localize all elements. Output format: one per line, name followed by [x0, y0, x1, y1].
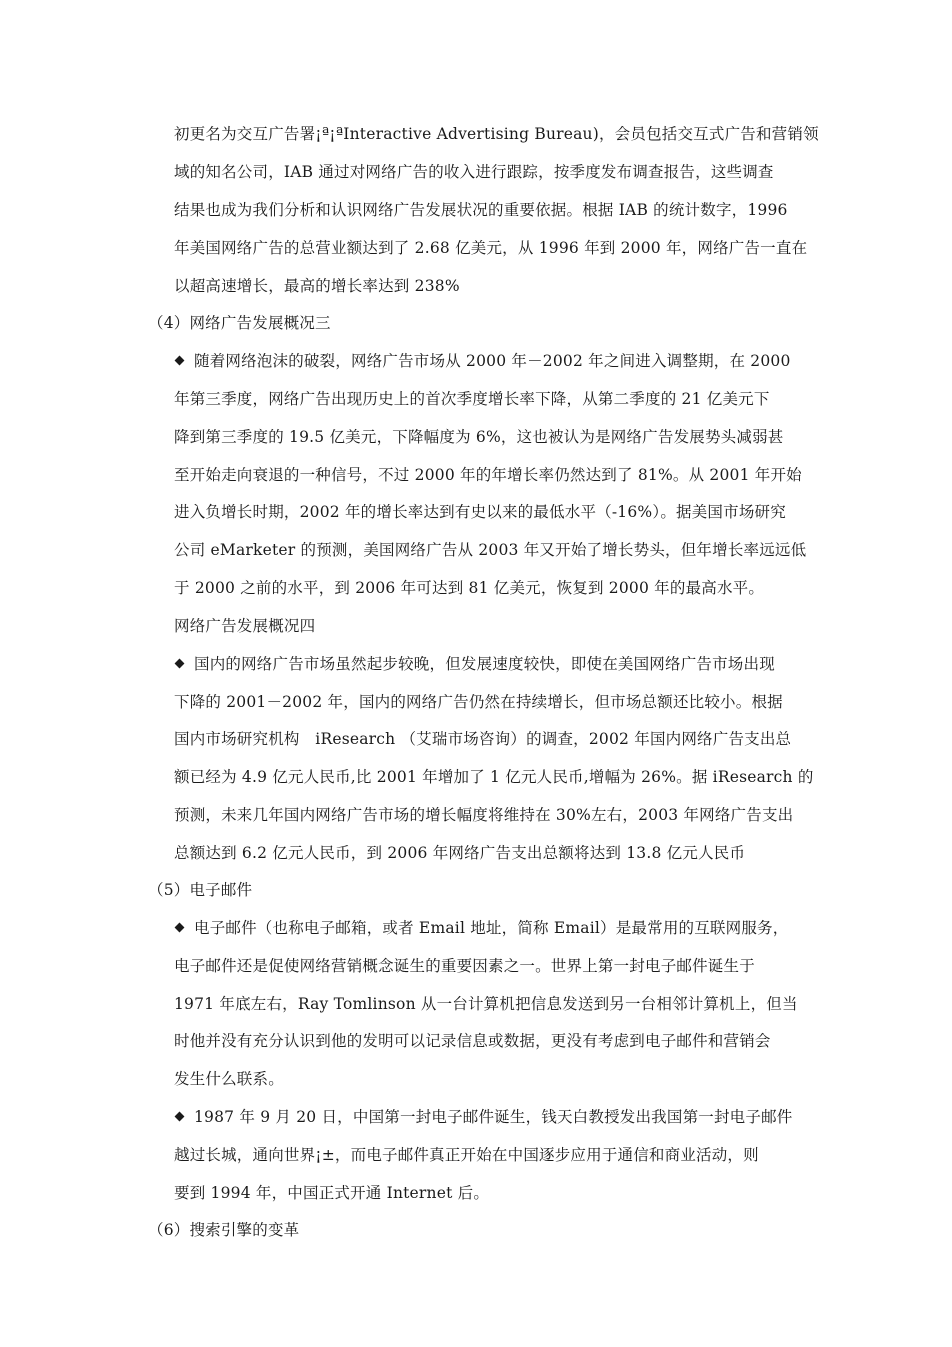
paragraph-line: 下降的 2001－2002 年，国内的网络广告仍然在持续增长，但市场总额还比较小。根据 [174, 693, 783, 711]
section-heading-5: （5）电子邮件 [148, 881, 253, 899]
subheading: 网络广告发展概况四 [174, 617, 316, 635]
paragraph-line: 电子邮件还是促使网络营销概念诞生的重要因素之一。世界上第一封电子邮件诞生于 [174, 957, 755, 975]
paragraph-line: 降到第三季度的 19.5 亿美元，下降幅度为 6%，这也被认为是网络广告发展势头减弱甚 [174, 428, 784, 446]
bullet-text: 1987 年 9 月 20 日，中国第一封电子邮件诞生，钱天白教授发出我国第一封电子邮件 [194, 1108, 793, 1126]
paragraph-line: 国内市场研究机构 iResearch （艾瑞市场咨询）的调查，2002 年国内网络广告支出总 [174, 730, 792, 748]
bullet-line [174, 1107, 792, 1127]
paragraph-line: 发生什么联系。 [174, 1070, 284, 1088]
paragraph-line: 结果也成为我们分析和认识网络广告发展状况的重要依据。根据 IAB 的统计数字，1996 [174, 201, 788, 219]
diamond-bullet-icon [175, 356, 185, 366]
paragraph-line: 至开始走向衰退的一种信号，不过 2000 年的年增长率仍然达到了 81%。从 2001 年开始 [174, 466, 802, 484]
paragraph-line: 总额达到 6.2 亿元人民币，到 2006 年网络广告支出总额将达到 13.8 亿元人民币 [174, 844, 746, 862]
bullet-text: 随着网络泡沫的破裂，网络广告市场从 2000 年－2002 年之间进入调整期，在 2000 [194, 352, 791, 370]
paragraph-line: 公司 eMarketer 的预测，美国网络广告从 2003 年又开始了增长势头，但年增长率远远低 [174, 541, 807, 559]
bullet-text: 国内的网络广告市场虽然起步较晚，但发展速度较快，即使在美国网络广告市场出现 [194, 655, 775, 673]
paragraph-line: 时他并没有充分认识到他的发明可以记录信息或数据，更没有考虑到电子邮件和营销会 [174, 1032, 771, 1050]
paragraph-line: 初更名为交互广告署¡ª¡ªInteractive Advertising Bureau)，会员包括交互式广告和营销领 [174, 125, 819, 143]
paragraph-line: 进入负增长时期，2002 年的增长率达到有史以来的最低水平（-16%）。据美国市场研究 [174, 503, 786, 521]
paragraph-line: 1971 年底左右，Ray Tomlinson 从一台计算机把信息发送到另一台相邻计算机上，但当 [174, 995, 798, 1013]
section-heading-4: （4）网络广告发展概况三 [148, 314, 331, 332]
paragraph-line: 预测，未来几年国内网络广告市场的增长幅度将维持在 30%左右，2003 年网络广告支出 [174, 806, 794, 824]
diamond-bullet-icon [175, 659, 185, 669]
section-heading-6: （6）搜索引擎的变革 [148, 1221, 300, 1239]
paragraph-line: 年第三季度，网络广告出现历史上的首次季度增长率下降，从第二季度的 21 亿美元下 [174, 390, 770, 408]
bullet-line [174, 918, 788, 938]
diamond-bullet-icon [175, 1112, 185, 1122]
paragraph-line: 年美国网络广告的总营业额达到了 2.68 亿美元，从 1996 年到 2000 年，网络广告一直在 [174, 239, 808, 257]
diamond-bullet-icon [175, 923, 185, 933]
paragraph-line: 以超高速增长，最高的增长率达到 238% [174, 277, 460, 295]
paragraph-line: 额已经为 4.9 亿元人民币,比 2001 年增加了 1 亿元人民币,增幅为 26%。据 iResearch 的 [174, 768, 814, 786]
paragraph-line: 域的知名公司，IAB 通过对网络广告的收入进行跟踪，按季度发布调查报告，这些调查 [174, 163, 774, 181]
paragraph-line: 于 2000 之前的水平，到 2006 年可达到 81 亿美元，恢复到 2000 年的最高水平。 [174, 579, 765, 597]
bullet-line [174, 654, 775, 674]
bullet-line [174, 351, 791, 371]
bullet-text: 电子邮件（也称电子邮箱，或者 Email 地址，简称 Email）是最常用的互联网服务， [194, 919, 789, 937]
paragraph-line: 要到 1994 年，中国正式开通 Internet 后。 [174, 1184, 490, 1202]
paragraph-line: 越过长城，通向世界¡±，而电子邮件真正开始在中国逐步应用于通信和商业活动，则 [174, 1146, 759, 1164]
